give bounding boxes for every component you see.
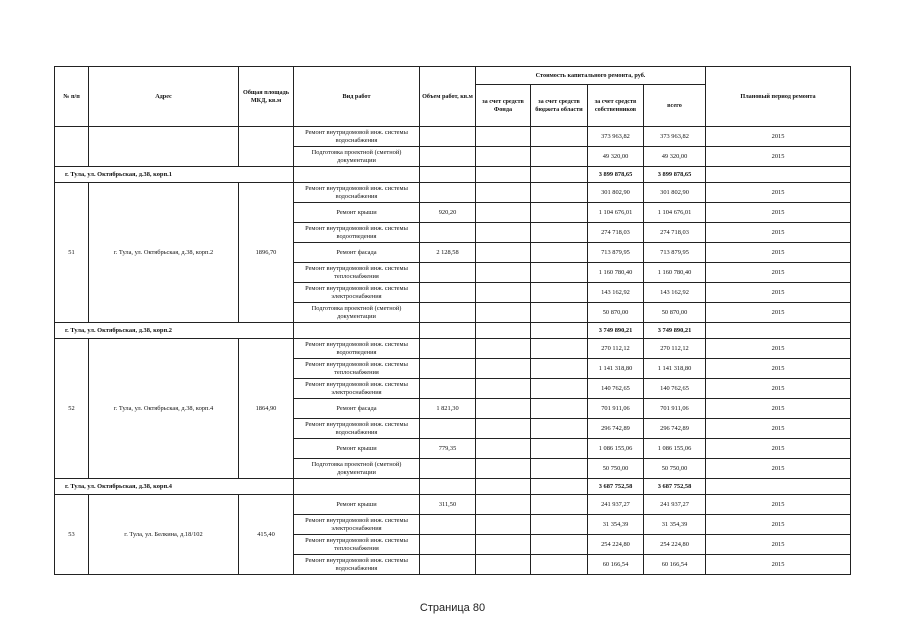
total-cell: 50 870,00 <box>644 303 706 323</box>
volume-cell <box>420 127 476 147</box>
header-area: Общая площадь МКД, кв.м <box>239 67 294 127</box>
budget-cell <box>531 167 588 183</box>
header-budget: за счет средств бюджета области <box>531 85 588 127</box>
total-cell: 274 718,03 <box>644 223 706 243</box>
year-cell: 2015 <box>706 359 851 379</box>
own-cell: 296 742,89 <box>588 419 644 439</box>
own-cell: 50 750,00 <box>588 459 644 479</box>
budget-cell <box>531 419 588 439</box>
year-cell: 2015 <box>706 243 851 263</box>
year-cell: 2015 <box>706 283 851 303</box>
budget-cell <box>531 303 588 323</box>
total-cell: 301 802,90 <box>644 183 706 203</box>
work-cell: Ремонт крыши <box>294 495 420 515</box>
year-cell: 2015 <box>706 223 851 243</box>
num-cell: 53 <box>55 495 89 575</box>
subtotal-address: г. Тула, ул. Октябрьская, д.38, корп.4 <box>55 479 294 495</box>
fund-cell <box>476 535 531 555</box>
volume-cell <box>420 359 476 379</box>
year-cell: 2015 <box>706 399 851 419</box>
volume-cell: 779,35 <box>420 439 476 459</box>
total-cell: 1 086 155,06 <box>644 439 706 459</box>
year-cell: 2015 <box>706 459 851 479</box>
fund-cell <box>476 263 531 283</box>
header-num: № п/п <box>55 67 89 127</box>
subtotal-own: 3 749 890,21 <box>588 323 644 339</box>
total-cell: 270 112,12 <box>644 339 706 359</box>
address-cell: г. Тула, ул. Октябрьская, д.38, корп.2 <box>89 183 239 323</box>
fund-cell <box>476 303 531 323</box>
own-cell: 701 911,06 <box>588 399 644 419</box>
header-work-type: Вид работ <box>294 67 420 127</box>
total-cell: 713 879,95 <box>644 243 706 263</box>
own-cell: 143 162,92 <box>588 283 644 303</box>
own-cell: 60 166,54 <box>588 555 644 575</box>
year-cell: 2015 <box>706 183 851 203</box>
total-cell: 701 911,06 <box>644 399 706 419</box>
own-cell: 241 937,27 <box>588 495 644 515</box>
subtotal-address: г. Тула, ул. Октябрьская, д.38, корп.1 <box>55 167 294 183</box>
budget-cell <box>531 323 588 339</box>
subtotal-total: 3 899 878,65 <box>644 167 706 183</box>
document-sheet <box>54 66 851 575</box>
total-cell: 50 750,00 <box>644 459 706 479</box>
year-cell: 2015 <box>706 419 851 439</box>
own-cell: 1 104 676,01 <box>588 203 644 223</box>
num-cell: 51 <box>55 183 89 323</box>
fund-cell <box>476 495 531 515</box>
fund-cell <box>476 127 531 147</box>
fund-cell <box>476 183 531 203</box>
work-cell: Ремонт внутридомовой инж. системы теплоснабжения <box>294 359 420 379</box>
fund-cell <box>476 243 531 263</box>
fund-cell <box>476 147 531 167</box>
year-cell: 2015 <box>706 203 851 223</box>
work-cell: Ремонт внутридомовой инж. системы водоснабжения <box>294 419 420 439</box>
own-cell: 1 141 318,80 <box>588 359 644 379</box>
year-cell: 2015 <box>706 127 851 147</box>
own-cell: 50 870,00 <box>588 303 644 323</box>
year-cell: 2015 <box>706 303 851 323</box>
fund-cell <box>476 359 531 379</box>
work-cell: Подготовка проектной (сметной) документации <box>294 459 420 479</box>
address-cell <box>89 127 239 167</box>
page-number: Страница 80 <box>419 602 486 614</box>
work-cell: Ремонт внутридомовой инж. системы водоотведения <box>294 223 420 243</box>
budget-cell <box>531 439 588 459</box>
year-cell <box>706 479 851 495</box>
fund-cell <box>476 283 531 303</box>
budget-cell <box>531 399 588 419</box>
own-cell: 274 718,03 <box>588 223 644 243</box>
budget-cell <box>531 339 588 359</box>
year-cell: 2015 <box>706 535 851 555</box>
area-cell: 1864,90 <box>239 339 294 479</box>
subtotal-total: 3 749 890,21 <box>644 323 706 339</box>
fund-cell <box>476 459 531 479</box>
volume-cell <box>420 223 476 243</box>
fund-cell <box>476 379 531 399</box>
fund-cell <box>476 419 531 439</box>
total-cell: 60 166,54 <box>644 555 706 575</box>
header-own: за счет средств собственников <box>588 85 644 127</box>
num-cell: 52 <box>55 339 89 479</box>
area-cell: 1896,70 <box>239 183 294 323</box>
own-cell: 140 762,65 <box>588 379 644 399</box>
work-cell: Подготовка проектной (сметной) документации <box>294 147 420 167</box>
volume-cell: 2 128,58 <box>420 243 476 263</box>
year-cell: 2015 <box>706 379 851 399</box>
volume-cell: 1 821,30 <box>420 399 476 419</box>
budget-cell <box>531 223 588 243</box>
year-cell: 2015 <box>706 263 851 283</box>
fund-cell <box>476 339 531 359</box>
work-cell: Ремонт внутридомовой инж. системы водоснабжения <box>294 183 420 203</box>
work-cell: Ремонт внутридомовой инж. системы электроснабжения <box>294 515 420 535</box>
budget-cell <box>531 359 588 379</box>
fund-cell <box>476 479 531 495</box>
fund-cell <box>476 399 531 419</box>
volume-cell <box>420 183 476 203</box>
total-cell: 296 742,89 <box>644 419 706 439</box>
budget-cell <box>531 147 588 167</box>
header-address: Адрес <box>89 67 239 127</box>
subtotal-address: г. Тула, ул. Октябрьская, д.38, корп.2 <box>55 323 294 339</box>
work-cell: Ремонт внутридомовой инж. системы электроснабжения <box>294 379 420 399</box>
year-cell: 2015 <box>706 439 851 459</box>
num-cell <box>55 127 89 167</box>
total-cell: 1 141 318,80 <box>644 359 706 379</box>
own-cell: 1 160 780,40 <box>588 263 644 283</box>
header-period: Плановый период ремонта <box>706 67 851 127</box>
subtotal-total: 3 687 752,58 <box>644 479 706 495</box>
capital-repair-table <box>54 66 851 575</box>
year-cell: 2015 <box>706 515 851 535</box>
header-volume: Объем работ, кв.м <box>420 67 476 127</box>
total-cell: 1 104 676,01 <box>644 203 706 223</box>
budget-cell <box>531 203 588 223</box>
work-cell: Ремонт внутридомовой инж. системы теплоснабжения <box>294 535 420 555</box>
fund-cell <box>476 167 531 183</box>
total-cell: 140 762,65 <box>644 379 706 399</box>
header-total: всего <box>644 85 706 127</box>
subtotal-own: 3 687 752,58 <box>588 479 644 495</box>
area-cell: 415,40 <box>239 495 294 575</box>
address-cell: г. Тула, ул. Октябрьская, д.38, корп.4 <box>89 339 239 479</box>
volume-cell <box>420 379 476 399</box>
total-cell: 254 224,80 <box>644 535 706 555</box>
own-cell: 713 879,95 <box>588 243 644 263</box>
volume-cell <box>420 535 476 555</box>
total-cell: 143 162,92 <box>644 283 706 303</box>
fund-cell <box>476 555 531 575</box>
budget-cell <box>531 535 588 555</box>
total-cell: 241 937,27 <box>644 495 706 515</box>
year-cell: 2015 <box>706 339 851 359</box>
fund-cell <box>476 439 531 459</box>
volume-cell <box>420 323 476 339</box>
own-cell: 254 224,80 <box>588 535 644 555</box>
year-cell: 2015 <box>706 495 851 515</box>
volume-cell <box>420 283 476 303</box>
fund-cell <box>476 323 531 339</box>
work-cell <box>294 323 420 339</box>
fund-cell <box>476 515 531 535</box>
volume-cell <box>420 515 476 535</box>
work-cell: Ремонт внутридомовой инж. системы водоснабжения <box>294 127 420 147</box>
volume-cell <box>420 303 476 323</box>
volume-cell: 920,20 <box>420 203 476 223</box>
budget-cell <box>531 459 588 479</box>
work-cell: Ремонт внутридомовой инж. системы теплоснабжения <box>294 263 420 283</box>
work-cell: Подготовка проектной (сметной) документации <box>294 303 420 323</box>
work-cell: Ремонт фасада <box>294 399 420 419</box>
year-cell: 2015 <box>706 555 851 575</box>
own-cell: 301 802,90 <box>588 183 644 203</box>
budget-cell <box>531 479 588 495</box>
header-fund: за счет средств Фонда <box>476 85 531 127</box>
area-cell <box>239 127 294 167</box>
work-cell <box>294 167 420 183</box>
work-cell: Ремонт внутридомовой инж. системы электроснабжения <box>294 283 420 303</box>
subtotal-own: 3 899 878,65 <box>588 167 644 183</box>
own-cell: 31 354,39 <box>588 515 644 535</box>
work-cell: Ремонт внутридомовой инж. системы водоснабжения <box>294 555 420 575</box>
total-cell: 31 354,39 <box>644 515 706 535</box>
own-cell: 1 086 155,06 <box>588 439 644 459</box>
budget-cell <box>531 183 588 203</box>
year-cell: 2015 <box>706 147 851 167</box>
own-cell: 49 320,00 <box>588 147 644 167</box>
own-cell: 270 112,12 <box>588 339 644 359</box>
own-cell: 373 963,82 <box>588 127 644 147</box>
volume-cell <box>420 555 476 575</box>
work-cell <box>294 479 420 495</box>
volume-cell <box>420 263 476 283</box>
total-cell: 49 320,00 <box>644 147 706 167</box>
budget-cell <box>531 555 588 575</box>
year-cell <box>706 167 851 183</box>
work-cell: Ремонт крыши <box>294 439 420 459</box>
volume-cell <box>420 167 476 183</box>
header-cost-group: Стоимость капитального ремонта, руб. <box>476 67 706 85</box>
fund-cell <box>476 203 531 223</box>
address-cell: г. Тула, ул. Белкина, д.18/102 <box>89 495 239 575</box>
budget-cell <box>531 515 588 535</box>
work-cell: Ремонт внутридомовой инж. системы водоотведения <box>294 339 420 359</box>
fund-cell <box>476 223 531 243</box>
volume-cell: 311,50 <box>420 495 476 515</box>
budget-cell <box>531 127 588 147</box>
budget-cell <box>531 263 588 283</box>
volume-cell <box>420 147 476 167</box>
year-cell <box>706 323 851 339</box>
volume-cell <box>420 479 476 495</box>
budget-cell <box>531 243 588 263</box>
budget-cell <box>531 379 588 399</box>
volume-cell <box>420 419 476 439</box>
work-cell: Ремонт крыши <box>294 203 420 223</box>
work-cell: Ремонт фасада <box>294 243 420 263</box>
budget-cell <box>531 283 588 303</box>
volume-cell <box>420 459 476 479</box>
volume-cell <box>420 339 476 359</box>
total-cell: 373 963,82 <box>644 127 706 147</box>
budget-cell <box>531 495 588 515</box>
total-cell: 1 160 780,40 <box>644 263 706 283</box>
